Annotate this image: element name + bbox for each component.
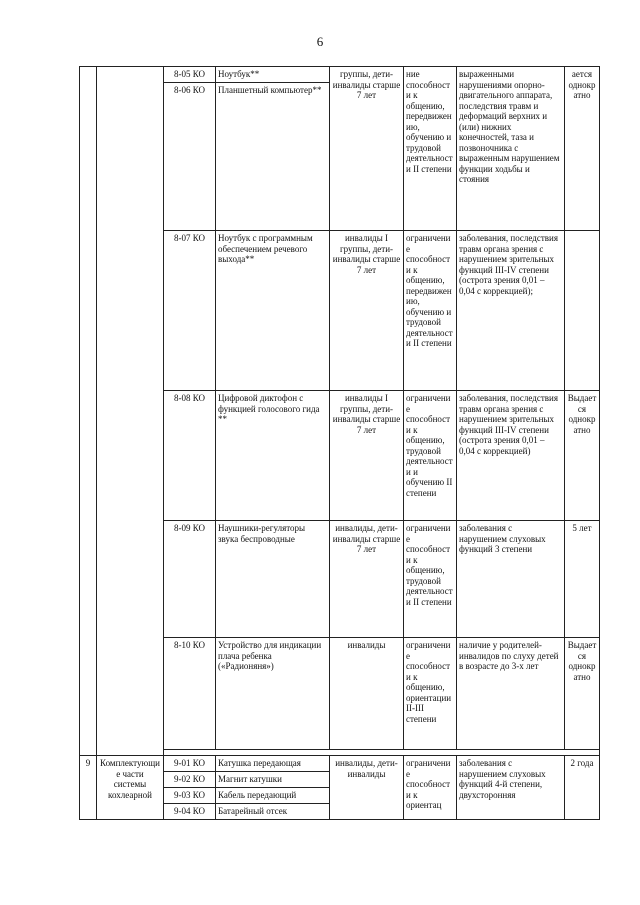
item-term: 5 лет	[565, 521, 600, 638]
item-limitation: ограничение способности к ориентац	[404, 756, 457, 820]
item-code: 8-08 КО	[164, 391, 216, 521]
item-name: Кабель передающий	[216, 788, 330, 804]
item-code: 8-10 КО	[164, 638, 216, 750]
item-name: Ноутбук с программным обеспечением речевого выхода**	[216, 231, 330, 391]
table-row	[80, 67, 600, 83]
equipment-table	[79, 66, 600, 820]
item-code: 9-02 КО	[164, 772, 216, 788]
item-name: Катушка передающая	[216, 756, 330, 772]
item-category: инвалиды, дети-инвалиды старше 7 лет	[330, 521, 404, 638]
item-name: Ноутбук**	[216, 67, 330, 83]
item-name: Магнит катушки	[216, 772, 330, 788]
table-row	[80, 756, 600, 772]
item-code: 8-06 КО	[164, 83, 216, 231]
item-indication: заболевания, последствия травм органа зрения с нарушением зрительных функций III-IV степени (острота зрения 0,01 – 0,04 с коррекцией)	[457, 391, 565, 521]
item-limitation: ограничение способности к общению, ориентации II-III степени	[404, 638, 457, 750]
item-code: 8-07 КО	[164, 231, 216, 391]
item-limitation: ограничение способности к общению, трудовой деятельности II степени	[404, 521, 457, 638]
item-indication: заболевания, последствия травм органа зрения с нарушением зрительных функций III-IV степени (острота зрения 0,01 – 0,04 с коррекцией);	[457, 231, 565, 391]
item-name: Устройство для индикации плача ребенка («Радионяня»)	[216, 638, 330, 750]
item-indication: заболевания с нарушением слуховых функций 3 степени	[457, 521, 565, 638]
item-name: Цифровой диктофон с функцией голосового гида **	[216, 391, 330, 521]
group-number: 9	[80, 756, 97, 820]
item-indication: наличие у родителей-инвалидов по слуху детей в возрасте до 3-х лет	[457, 638, 565, 750]
item-indication: заболевания с нарушением слуховых функций 4-й степени, двухсторонняя	[457, 756, 565, 820]
item-indication: выраженными нарушениями опорно-двигательного аппарата, последствия травм и деформаций верхних и (или) нижних конечностей, таза и позвоночника с выраженным нарушением функции ходьбы и стояния	[457, 67, 565, 231]
item-code: 9-03 КО	[164, 788, 216, 804]
item-code: 8-09 КО	[164, 521, 216, 638]
item-term: Выдается однократно	[565, 391, 600, 521]
item-code: 9-01 КО	[164, 756, 216, 772]
item-category: группы, дети-инвалиды старше 7 лет	[330, 67, 404, 231]
group-name: Комплектующие части системы кохлеарной	[97, 756, 164, 820]
item-name: Наушники-регуляторы звука беспроводные	[216, 521, 330, 638]
item-term	[565, 231, 600, 391]
item-term: Выдается однократно	[565, 638, 600, 750]
group-name-cell	[97, 67, 164, 756]
item-term: ается однократно	[565, 67, 600, 231]
item-category: инвалиды I группы, дети-инвалиды старше 7 лет	[330, 231, 404, 391]
item-code: 8-05 КО	[164, 67, 216, 83]
page-number: 6	[316, 34, 324, 49]
item-category: инвалиды I группы, дети-инвалиды старше 7 лет	[330, 391, 404, 521]
item-limitation: ограничение способности к общению, передвижению, обучению и трудовой деятельности II степени	[404, 231, 457, 391]
group-number-cell	[80, 67, 97, 756]
item-name: Батарейный отсек	[216, 804, 330, 820]
item-name: Планшетный компьютер**	[216, 83, 330, 231]
item-category: инвалиды	[330, 638, 404, 750]
item-limitation: ние способности к общению, передвижению, обучению и трудовой деятельности II степени	[404, 67, 457, 231]
item-code: 9-04 КО	[164, 804, 216, 820]
item-category: инвалиды, дети-инвалиды	[330, 756, 404, 820]
item-limitation: ограничение способности к общению, трудовой деятельности и обучению II степени	[404, 391, 457, 521]
item-term: 2 года	[565, 756, 600, 820]
